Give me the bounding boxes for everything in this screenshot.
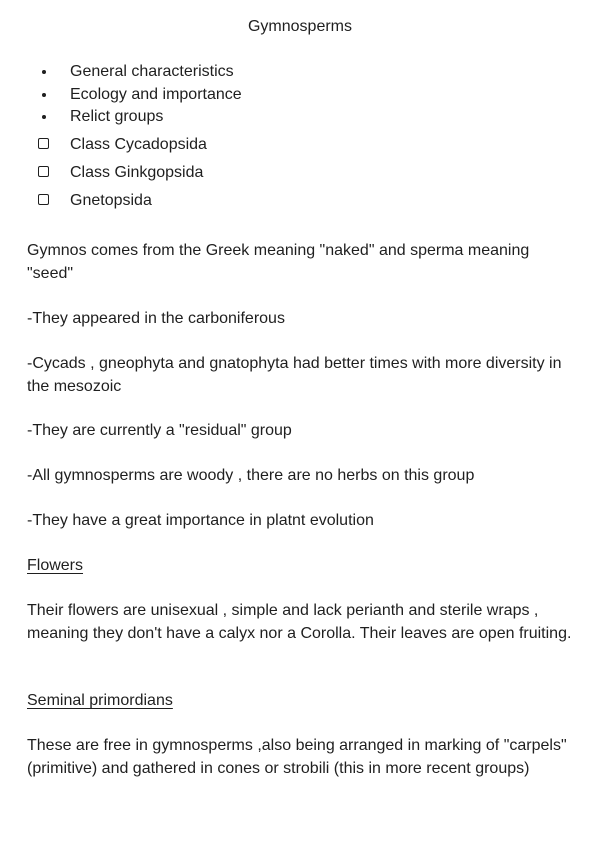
paragraph-residual: -They are currently a "residual" group bbox=[27, 422, 292, 439]
checklist-item-label: Class Ginkgopsida bbox=[70, 164, 204, 181]
checklist-item bbox=[0, 162, 560, 184]
bullet-icon bbox=[36, 84, 52, 106]
paragraph-evolution: -They have a great importance in platnt evolution bbox=[27, 512, 374, 529]
paragraph-mesozoic: -Cycads , gneophyta and gnatophyta had better times with more diversity in the mesozoic bbox=[27, 355, 562, 395]
paragraph-flowers: Their flowers are unisexual , simple and lack perianth and sterile wraps , meaning they don't have a calyx nor a Corolla. Their leaves are open fruiting. bbox=[27, 602, 572, 642]
page-title: Gymnosperms bbox=[247, 18, 353, 35]
checklist-item bbox=[0, 134, 560, 156]
checkbox-icon[interactable] bbox=[36, 162, 52, 184]
checkbox-icon[interactable] bbox=[36, 134, 52, 156]
bullet-icon bbox=[36, 61, 52, 83]
list-item-label: General characteristics bbox=[70, 63, 234, 80]
section-heading-flowers: Flowers bbox=[27, 557, 84, 574]
list-item-label: Relict groups bbox=[70, 108, 164, 125]
paragraph-woody: -All gymnosperms are woody , there are no herbs on this group bbox=[27, 467, 475, 484]
section-heading-seminal: Seminal primordians bbox=[27, 692, 173, 709]
checkbox-icon[interactable] bbox=[36, 190, 52, 212]
paragraph-etymology: Gymnos comes from the Greek meaning "naked" and sperma meaning "seed" bbox=[27, 242, 530, 282]
list-item bbox=[0, 106, 560, 128]
bullet-icon bbox=[36, 106, 52, 128]
list-item bbox=[0, 84, 560, 106]
list-item bbox=[0, 61, 560, 83]
checklist-item-label: Gnetopsida bbox=[70, 192, 152, 209]
list-item-label: Ecology and importance bbox=[70, 86, 242, 103]
paragraph-carboniferous: -They appeared in the carboniferous bbox=[27, 310, 285, 327]
checklist-item bbox=[0, 190, 560, 212]
checklist-item-label: Class Cycadopsida bbox=[70, 136, 207, 153]
paragraph-seminal: These are free in gymnosperms ,also being arranged in marking of "carpels" (primitive) and gathered in cones or strobili (this in more recent groups) bbox=[27, 737, 567, 777]
